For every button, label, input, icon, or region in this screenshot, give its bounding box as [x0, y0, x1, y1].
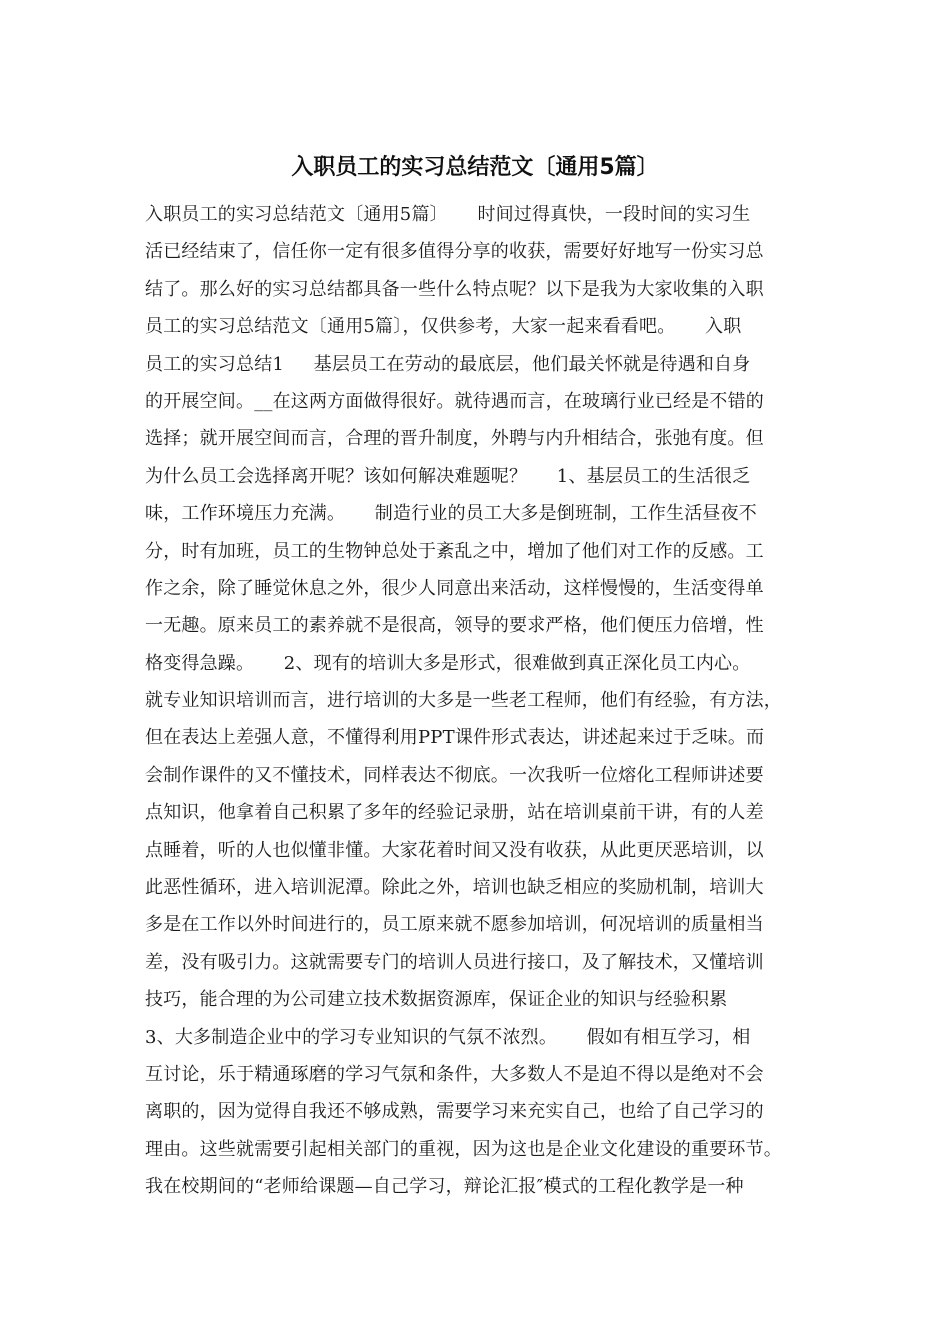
body-text-line: 分，时有加班，员工的生物钟总处于紊乱之中，增加了他们对工作的反感。工 [145, 540, 764, 562]
body-text-line: 活已经结束了，信任你一定有很多值得分享的收获，需要好好地写一份实习总 [145, 241, 764, 263]
body-text-line: 就专业知识培训而言，进行培训的大多是一些老工程师，他们有经验，有方法， [145, 690, 782, 712]
body-text-line: 的开展空间。__在这两方面做得很好。就待遇而言，在玻璃行业已经是不错的 [145, 390, 764, 412]
body-text-line: 入职员工的实习总结范文〔通用5篇〕 时间过得真快，一段时间的实习生 [145, 204, 751, 225]
body-text-line: 离职的，因为觉得自我还不够成熟，需要学习来充实自己，也给了自己学习的 [145, 1101, 764, 1123]
body-text-line: 结了。那么好的实习总结都具备一些什么特点呢？以下是我为大家收集的入职 [145, 278, 764, 300]
body-text-line: 员工的实习总结范文〔通用5篇〕，仅供参考，大家一起来看看吧。 入职 [145, 316, 742, 338]
body-text-line: 多是在工作以外时间进行的，员工原来就不愿参加培训，何况培训的质量相当 [145, 914, 764, 936]
document-title: 入职员工的实习总结范文〔通用5篇〕 [291, 155, 659, 180]
body-text-line: 点睡着，听的人也似懂非懂。大家花着时间又没有收获，从此更厌恶培训，以 [145, 839, 764, 861]
body-text-line: 技巧，能合理的为公司建立技术数据资源库，保证企业的知识与经验积累 [145, 989, 728, 1011]
body-text-line: 为什么员工会选择离开呢？该如何解决难题呢？ 1、基层员工的生活很乏 [145, 465, 751, 487]
body-text-line: 我在校期间的“老师给课题—自己学习，辩论汇报″模式的工程化教学是一种 [145, 1176, 744, 1198]
body-text-line: 味，工作环境压力充满。 制造行业的员工大多是倒班制，工作生活昼夜不 [145, 503, 758, 525]
body-text-line: 格变得急躁。 2、现有的培训大多是形式，很难做到真正深化员工内心。 [145, 652, 751, 674]
document-body [145, 196, 825, 1206]
body-text-line: 此恶性循环，进入培训泥潭。除此之外，培训也缺乏相应的奖励机制，培训大 [145, 877, 764, 899]
body-text-line: 员工的实习总结1 基层员工在劳动的最底层，他们最关怀就是待遇和自身 [145, 353, 751, 375]
body-text-line: 3、大多制造企业中的学习专业知识的气氛不浓烈。 假如有相互学习，相 [145, 1026, 751, 1048]
body-text-line: 互讨论，乐于精通琢磨的学习气氛和条件，大多数人不是迫不得以是绝对不会 [145, 1063, 764, 1085]
body-text-line: 会制作课件的又不懂技术，同样表达不彻底。一次我听一位熔化工程师讲述要 [145, 764, 764, 786]
body-text-line: 但在表达上差强人意，不懂得利用PPT课件形式表达，讲述起来过于乏味。而 [145, 727, 765, 749]
body-text-line: 一无趣。原来员工的素养就不是很高，领导的要求严格，他们便压力倍增，性 [145, 615, 764, 637]
body-text-line: 差，没有吸引力。这就需要专门的培训人员进行接口，及了解技术，又懂培训 [145, 951, 764, 973]
body-text-line: 作之余，除了睡觉休息之外，很少人同意出来活动，这样慢慢的，生活变得单 [145, 577, 764, 599]
body-text-line: 点知识，他拿着自己积累了多年的经验记录册，站在培训桌前干讲，有的人差 [145, 802, 764, 824]
body-text-line: 选择；就开展空间而言，合理的晋升制度，外聘与内升相结合，张弛有度。但 [145, 428, 764, 450]
body-text-line: 理由。这些就需要引起相关部门的重视，因为这也是企业文化建设的重要环节。 [145, 1138, 782, 1160]
